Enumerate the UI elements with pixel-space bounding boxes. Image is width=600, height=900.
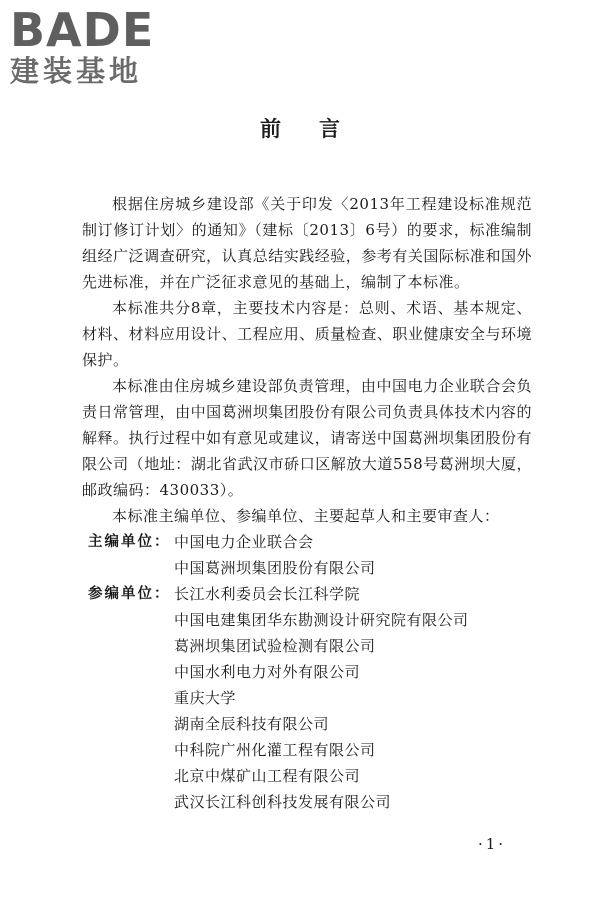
document-body: [82, 191, 532, 815]
list-item: 重庆大学: [174, 689, 237, 707]
list-item: 中国电力企业联合会: [174, 533, 314, 551]
paragraph-management: 本标准由住房城乡建设部负责管理，由中国电力企业联合会负责日常管理，由中国葛洲坝集团股份有限公司负责具体技术内容的解释。执行过程中如有意见或建议，请寄送中国葛洲坝集团股份有限公司（地址：湖北省武汉市硚口区解放大道558号葛洲坝大厦，邮政编码：430033）。: [82, 377, 532, 499]
logo-wordmark: BADE: [10, 3, 155, 57]
participating-units-section: [82, 581, 532, 815]
paragraph-background: 根据住房城乡建设部《关于印发〈2013年工程建设标准规范制订修订计划〉的通知》（建标〔2013〕6号）的要求，标准编制组经广泛调查研究，认真总结实践经验，参考有关国际标准和国外先进标准，并在广泛征求意见的基础上，编制了本标准。: [82, 195, 532, 291]
chief-units-list: [174, 529, 532, 581]
page-title: 前言: [260, 117, 378, 141]
chief-units-section: [82, 529, 532, 581]
list-item: 葛洲坝集团试验检测有限公司: [174, 637, 376, 655]
list-item: 中科院广州化灌工程有限公司: [174, 741, 376, 759]
list-item: 中国葛洲坝集团股份有限公司: [174, 559, 376, 577]
participating-units-list: [174, 581, 532, 815]
participating-units-label: 参编单位：: [88, 586, 171, 602]
logo-subtitle: 建装基地: [10, 54, 143, 88]
list-item: 中国电建集团华东勘测设计研究院有限公司: [174, 611, 469, 629]
page-number: ·1·: [478, 835, 507, 853]
list-item: 湖南全辰科技有限公司: [174, 715, 330, 733]
brand-logo: [10, 3, 180, 88]
list-item: 中国水利电力对外有限公司: [174, 663, 361, 681]
paragraph-units-intro: 本标准主编单位、参编单位、主要起草人和主要审查人：: [112, 507, 500, 525]
chief-units-label: 主编单位：: [88, 534, 171, 550]
list-item: 武汉长江科创科技发展有限公司: [174, 793, 392, 811]
list-item: 北京中煤矿山工程有限公司: [174, 767, 361, 785]
paragraph-contents: 本标准共分8章，主要技术内容是：总则、术语、基本规定、材料、材料应用设计、工程应用、质量检查、职业健康安全与环境保护。: [82, 299, 532, 369]
list-item: 长江水利委员会长江科学院: [174, 585, 361, 603]
